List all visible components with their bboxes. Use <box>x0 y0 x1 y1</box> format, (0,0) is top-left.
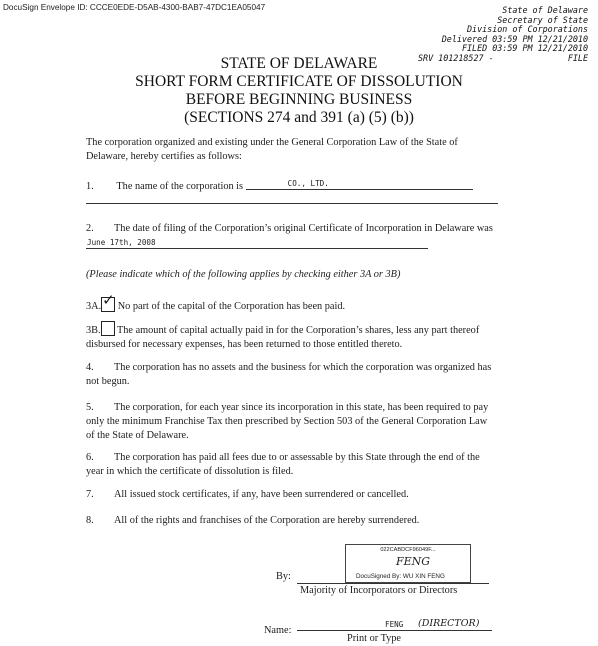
item-2-text: The date of filing of the Corporation’s original Certificate of Incorporation in Delaware was <box>114 223 493 234</box>
item-1-second-line <box>86 203 498 204</box>
item-3b-text: The amount of capital actually paid in for the Corporation’s shares, less any part thereof disbursed for necessary expenses, has been returned to those entitled thereto. <box>86 325 480 350</box>
incorporation-date-value: June 17th, 2008 <box>87 238 156 247</box>
item-6-text: The corporation has paid all fees due to or assessable by this State through the end of the year in which the certificate of dissolution is filed. <box>86 452 480 477</box>
title-line-2: SHORT FORM CERTIFICATE OF DISSOLUTION <box>135 73 463 90</box>
stamp-line-delivered: Delivered 03:59 PM 12/21/2010 <box>441 33 588 44</box>
item-3b <box>86 321 498 352</box>
title-line-1: STATE OF DELAWARE <box>220 55 378 72</box>
title-line-3: BEFORE BEGINNING BUSINESS <box>185 91 413 108</box>
item-7-text: All issued stock certificates, if any, have been surrendered or cancelled. <box>114 489 409 500</box>
item-4-number: 4. <box>86 362 94 373</box>
item-3b-label: 3B. <box>86 325 101 336</box>
stamp-line-secretary: Secretary of State <box>497 14 588 25</box>
printed-name-value: FENG <box>385 620 404 629</box>
item-7 <box>86 488 498 502</box>
docusigned-by-label: DocuSigned By: WU XIN FENG <box>356 573 445 580</box>
item-7-number: 7. <box>86 489 94 500</box>
item-3a-checkbox[interactable] <box>101 291 115 312</box>
item-4-text: The corporation has no assets and the business for which the corporation was organized has not begun. <box>86 362 492 387</box>
stamp-line-filed: FILED 03:59 PM 12/21/2010 <box>461 43 588 54</box>
stamp-line-state: State of Delaware <box>502 5 588 15</box>
item-3a-label: 3A. <box>86 301 102 312</box>
stamp-line-division: Division of Corporations <box>466 24 588 35</box>
item-8-text: All of the rights and franchises of the Corporation are hereby surrendered. <box>114 515 420 526</box>
intro-paragraph: The corporation organized and existing under the General Corporation Law of the State of Delaware, hereby certifies as follows: <box>86 137 458 162</box>
item-2 <box>86 222 498 253</box>
incorporation-date-field <box>86 236 428 249</box>
item-6 <box>86 451 498 479</box>
stamp-file: FILE <box>567 52 588 63</box>
item-8 <box>86 514 498 528</box>
item-6-number: 6. <box>86 452 94 463</box>
item-8-number: 8. <box>86 515 94 526</box>
item-3b-checkbox[interactable] <box>101 321 115 336</box>
name-caption: Print or Type <box>347 633 402 644</box>
by-label: By: <box>276 571 291 582</box>
document-title <box>0 52 598 127</box>
docusign-signature-box <box>345 544 471 583</box>
item-5-number: 5. <box>86 402 94 413</box>
printed-role-value: (DIRECTOR) <box>418 618 480 629</box>
item-1-number: 1. <box>86 181 94 192</box>
item-4 <box>86 361 498 389</box>
item-3a <box>86 291 498 314</box>
corporation-name-field <box>246 177 473 190</box>
corporation-name-value: CO., LTD. <box>287 179 329 188</box>
signature-docusign-id: 022CABDCF96049F... <box>380 547 436 553</box>
item-3a-text: No part of the capital of the Corporation has been paid. <box>117 301 346 312</box>
instruction: (Please indicate which of the following applies by checking either 3A or 3B) <box>86 269 401 280</box>
signature-scribble: FENG <box>396 555 431 568</box>
stamp-srv-number: SRV 101218527 - <box>418 52 494 63</box>
item-1-label: The name of the corporation is <box>116 181 244 192</box>
item-5 <box>86 401 498 443</box>
docusign-envelope-id: DocuSign Envelope ID: CCCE0EDE-D5AB-4300-BAB7-47DC1EA05047 <box>3 3 266 12</box>
item-5-text: The corporation, for each year since its incorporation in this state, has been required to pay only the minimum Franchise Tax then prescribed by Section 503 of the General Corporation Law of the State of Delaware. <box>86 402 489 441</box>
signature-caption: Majority of Incorporators or Directors <box>300 585 458 596</box>
name-line <box>297 630 492 631</box>
check-icon: ✓ <box>102 291 115 309</box>
item-2-number: 2. <box>86 223 94 234</box>
item-1 <box>86 177 498 191</box>
title-line-4: (SECTIONS 274 and 391 (a) (5) (b)) <box>184 109 414 126</box>
name-label: Name: <box>264 625 292 636</box>
